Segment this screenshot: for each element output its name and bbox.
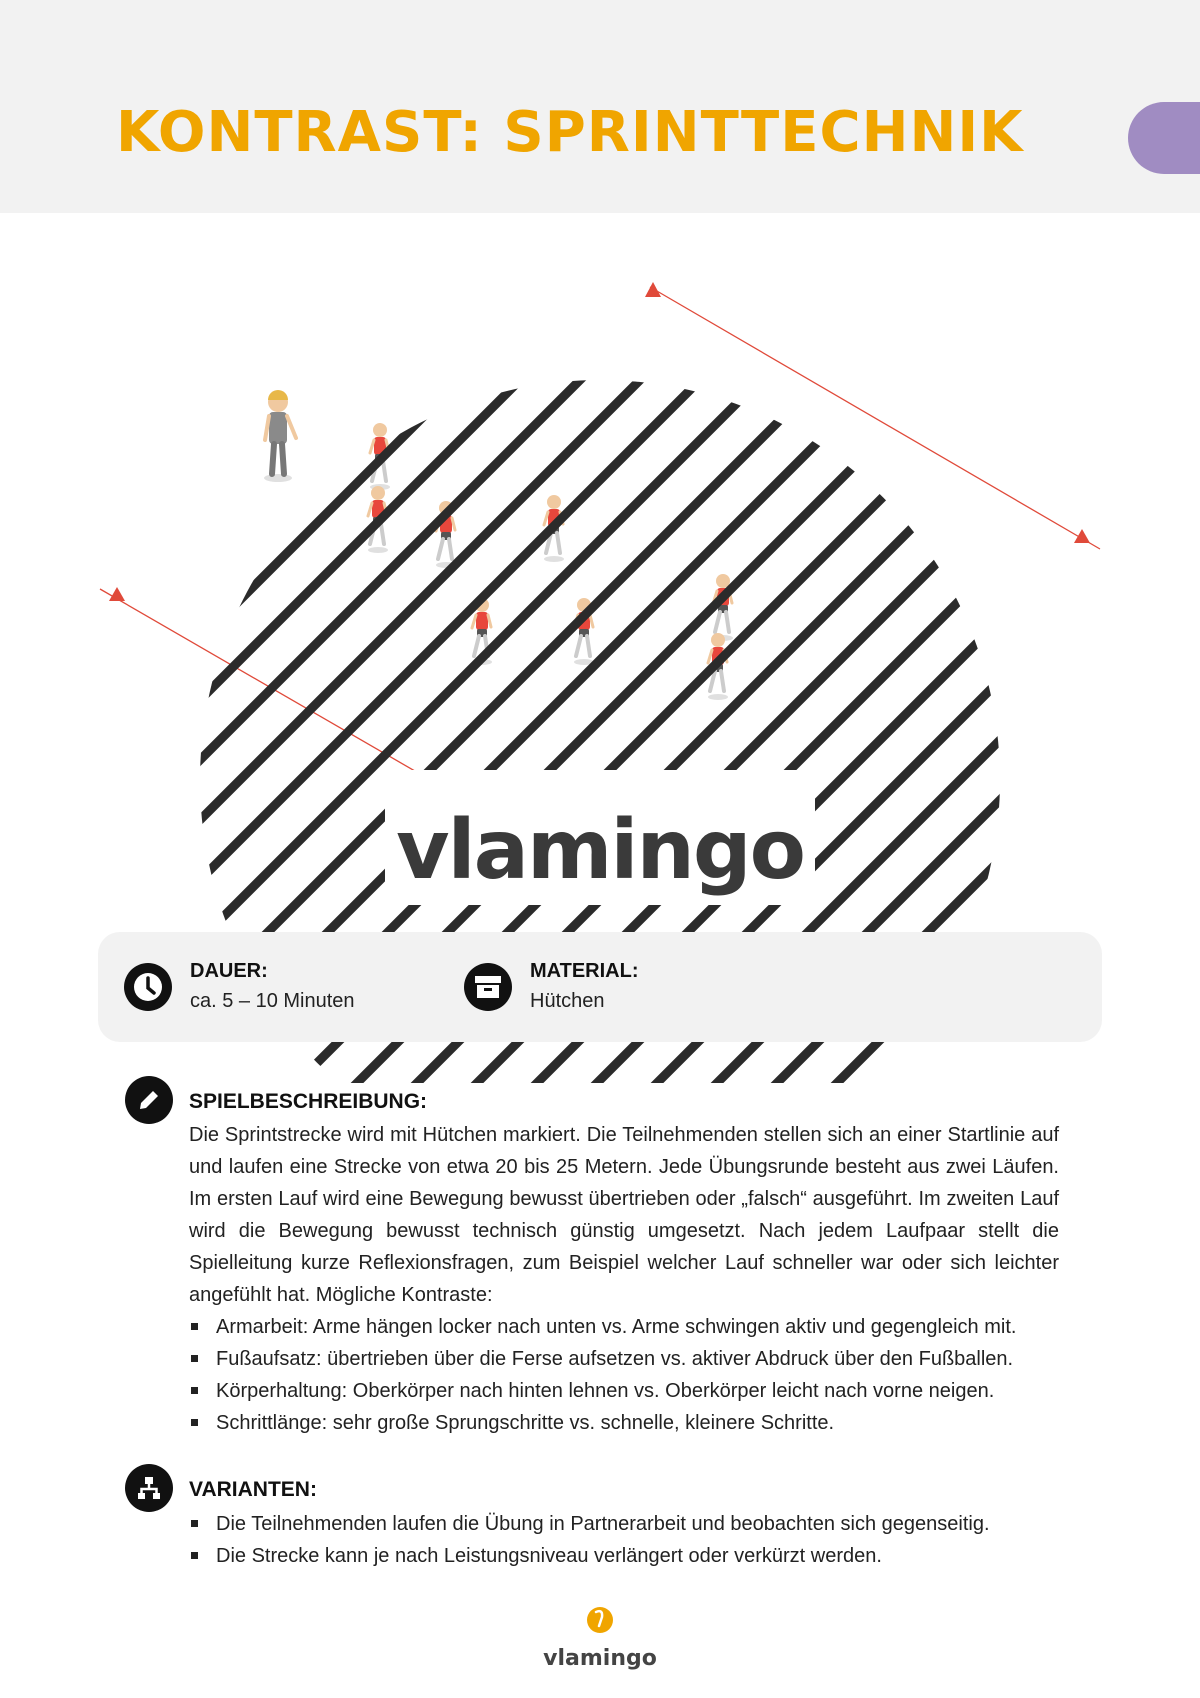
page-title: KONTRAST: SPRINTTECHNIK <box>116 100 1024 165</box>
list-item: Die Teilnehmenden laufen die Übung in Partnerarbeit und beobachten sich gegenseitig. <box>189 1508 1089 1540</box>
pencil-icon <box>125 1076 173 1124</box>
footer-logo-text: vlamingo <box>543 1646 657 1671</box>
duration-label: DAUER: <box>190 960 268 982</box>
clock-icon <box>124 963 172 1011</box>
header-band <box>0 0 1200 213</box>
list-item: Schrittlänge: sehr große Sprungschritte vs. schnelle, kleinere Schritte. <box>189 1407 1089 1439</box>
description-text: Die Sprintstrecke wird mit Hütchen markiert. Die Teilnehmenden stellen sich an einer Startlinie auf und laufen eine Strecke von etwa 20 bis 25 Metern. Jede Übungsrunde besteht aus zwei Läufen. Im ersten Lauf wird eine Bewegung bewusst übertrieben oder „falsch“ ausgeführt. Im zweiten Lauf wird die Bewegung bewusst technisch günstig umgesetzt. Nach jedem Laufpaar stellt die Spielleitung kurze Reflexionsfragen, zum Beispiel welcher Lauf schneller war oder sich leichter angefühlt hat. Mögliche Kontraste: <box>189 1124 1059 1306</box>
list-item: Die Strecke kann je nach Leistungsniveau verlängert oder verkürzt werden. <box>189 1540 1089 1572</box>
variants-title: VARIANTEN: <box>189 1478 317 1501</box>
watermark-stripe <box>0 213 1200 660</box>
corner-tab <box>1128 102 1200 174</box>
hierarchy-icon <box>125 1464 173 1512</box>
list-item: Körperhaltung: Oberkörper nach hinten lehnen vs. Oberkörper leicht nach vorne neigen. <box>189 1375 1089 1407</box>
watermark-stripe <box>0 213 1200 780</box>
footer-logo <box>540 1602 660 1682</box>
watermark-stripe <box>0 213 1200 540</box>
flamingo-icon <box>540 1602 660 1646</box>
watermark-stripe <box>0 213 1200 840</box>
watermark-stripe <box>0 213 1200 720</box>
info-box <box>98 932 1102 1042</box>
box-icon <box>464 963 512 1011</box>
list-item: Armarbeit: Arme hängen locker nach unten vs. Arme schwingen aktiv und gegengleich mit. <box>189 1311 1089 1343</box>
contrast-list <box>189 1311 1089 1439</box>
variants-list <box>189 1508 1089 1572</box>
coach-figure <box>264 390 296 482</box>
description-title: SPIELBESCHREIBUNG: <box>189 1090 428 1113</box>
list-item: Fußaufsatz: übertrieben über die Ferse aufsetzen vs. aktiver Abdruck über den Fußballen. <box>189 1343 1089 1375</box>
cone-3 <box>109 587 125 601</box>
material-value: Hütchen <box>530 990 605 1012</box>
duration-value: ca. 5 – 10 Minuten <box>190 990 355 1012</box>
cone-1 <box>645 282 661 297</box>
material-label: MATERIAL: <box>530 960 639 982</box>
watermark-logo: vlamingo <box>396 803 804 898</box>
